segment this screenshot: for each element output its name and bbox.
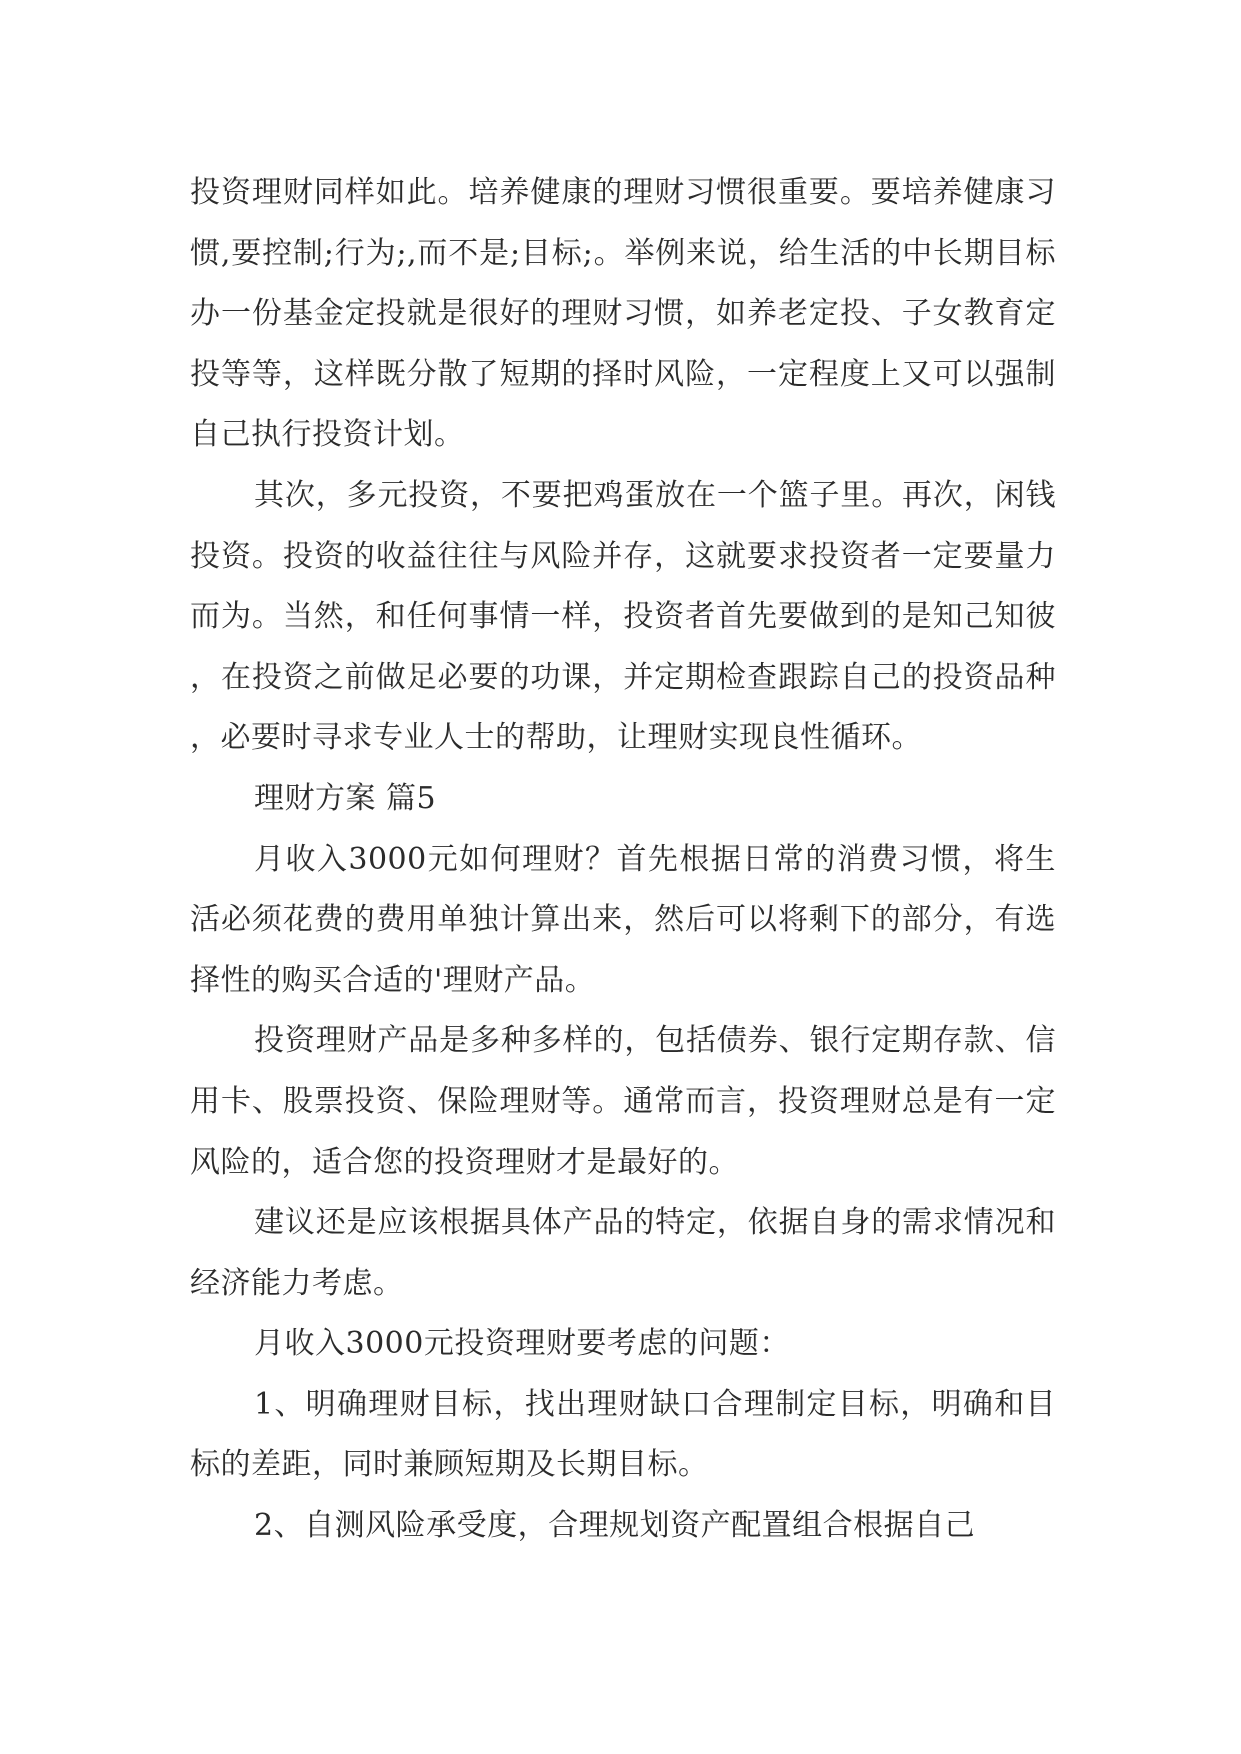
list-item-2: 2、自测风险承受度，合理规划资产配置组合根据自己 [254,1508,976,1544]
list-item-1: 1、明确理财目标，找出理财缺口合理制定目标，明确和目标的差距，同时兼顾短期及长期目标。 [190,1386,1056,1483]
paragraph-habits: 投资理财同样如此。培养健康的理财习惯很重要。要培养健康习惯,要控制;行为;,而不是;目标;。举例来说，给生活的中长期目标办一份基金定投就是很好的理财习惯，如养老定投、子女教育定投等等，这样既分散了短期的择时风险，一定程度上又可以强制自己执行投资计划。 [190,175,1056,453]
section-heading: 理财方案 篇5 [254,780,437,816]
paragraph-advice: 建议还是应该根据具体产品的特定，依据自身的需求情况和经济能力考虑。 [190,1205,1056,1301]
paragraph-questions-intro: 月收入3000元投资理财要考虑的问题： [254,1326,790,1362]
document-body [190,163,1056,1557]
paragraph-monthly-income: 月收入3000元如何理财？首先根据日常的消费习惯，将生活必须花费的费用单独计算出来，然后可以将剩下的部分，有选择性的购买合适的'理财产品。 [190,841,1056,998]
paragraph-products: 投资理财产品是多种多样的，包括债券、银行定期存款、信用卡、股票投资、保险理财等。通常而言，投资理财总是有一定风险的，适合您的投资理财才是最好的。 [190,1023,1056,1180]
paragraph-diversify: 其次，多元投资，不要把鸡蛋放在一个篮子里。再次，闲钱投资。投资的收益往往与风险并存，这就要求投资者一定要量力而为。当然，和任何事情一样，投资者首先要做到的是知己知彼，在投资之前做足必要的功课，并定期检查跟踪自己的投资品种，必要时寻求专业人士的帮助，让理财实现良性循环。 [190,477,1056,756]
